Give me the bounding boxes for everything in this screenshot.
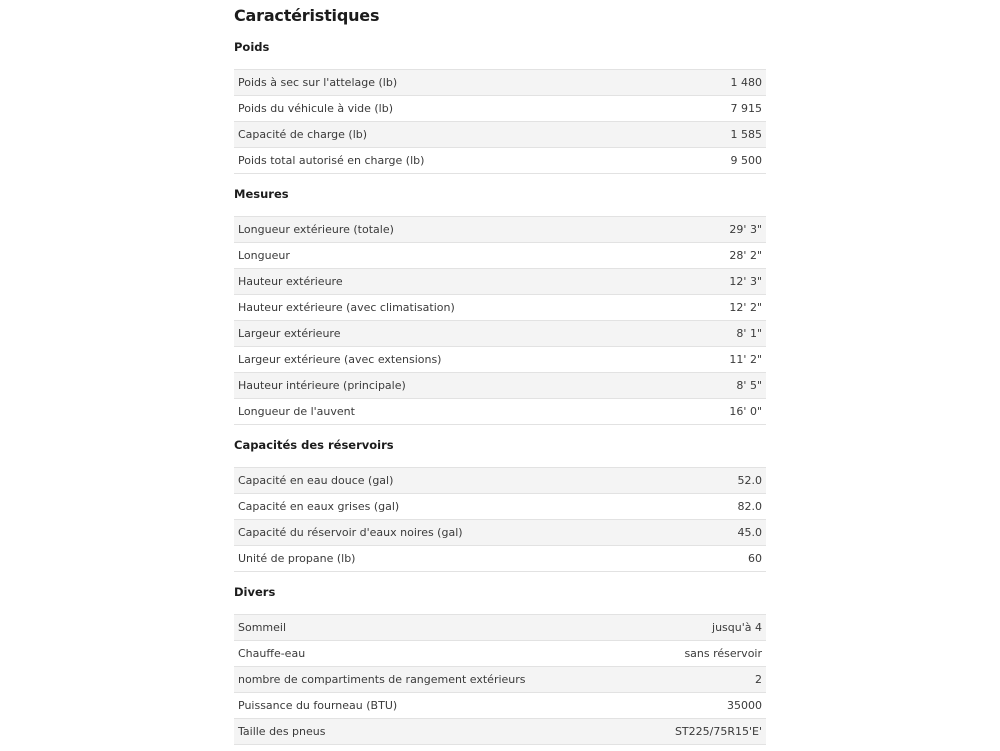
spec-label: Poids du véhicule à vide (lb) [234, 96, 578, 122]
table-row [234, 494, 766, 520]
spec-value: 8' 1" [578, 321, 766, 347]
specifications-panel [234, 0, 766, 751]
spec-label: Unité de propane (lb) [234, 546, 578, 572]
spec-label: Capacité en eau douce (gal) [234, 468, 578, 494]
spec-label: Longueur extérieure (totale) [234, 217, 578, 243]
spec-value: jusqu'à 4 [578, 615, 766, 641]
section-title-miscellaneous: Divers [234, 585, 276, 599]
spec-label: Longueur [234, 243, 578, 269]
table-row [234, 641, 766, 667]
spec-value: 2 [578, 667, 766, 693]
spec-label: Hauteur extérieure (avec climatisation) [234, 295, 578, 321]
spec-value: 9 500 [578, 148, 766, 174]
spec-value: 1 585 [578, 122, 766, 148]
spec-label: Taille des pneus [234, 719, 578, 745]
table-row [234, 122, 766, 148]
spec-value: 1 480 [578, 70, 766, 96]
spec-value: 12' 3" [578, 269, 766, 295]
spec-label: Capacité du réservoir d'eaux noires (gal) [234, 520, 578, 546]
section-title-tank-capacities: Capacités des réservoirs [234, 438, 394, 452]
spec-value: 45.0 [578, 520, 766, 546]
table-row [234, 321, 766, 347]
section-title-measurements: Mesures [234, 187, 289, 201]
table-row [234, 269, 766, 295]
table-row [234, 96, 766, 122]
table-row [234, 217, 766, 243]
spec-value: 12' 2" [578, 295, 766, 321]
spec-value: sans réservoir [578, 641, 766, 667]
spec-label: Hauteur extérieure [234, 269, 578, 295]
weights-table [234, 69, 766, 174]
spec-value: 8' 5" [578, 373, 766, 399]
spec-label: Largeur extérieure [234, 321, 578, 347]
tank-capacities-table [234, 467, 766, 572]
spec-value: 7 915 [578, 96, 766, 122]
table-row [234, 693, 766, 719]
table-row [234, 520, 766, 546]
miscellaneous-table [234, 614, 766, 745]
table-row [234, 546, 766, 572]
spec-label: Longueur de l'auvent [234, 399, 578, 425]
spec-value: 28' 2" [578, 243, 766, 269]
table-row [234, 719, 766, 745]
spec-value: ST225/75R15'E' [578, 719, 766, 745]
spec-label: Hauteur intérieure (principale) [234, 373, 578, 399]
spec-value: 82.0 [578, 494, 766, 520]
table-row [234, 148, 766, 174]
spec-label: Largeur extérieure (avec extensions) [234, 347, 578, 373]
table-row [234, 399, 766, 425]
table-row [234, 615, 766, 641]
spec-value: 16' 0" [578, 399, 766, 425]
spec-value: 29' 3" [578, 217, 766, 243]
spec-label: Capacité en eaux grises (gal) [234, 494, 578, 520]
table-row [234, 347, 766, 373]
table-row [234, 667, 766, 693]
measurements-table [234, 216, 766, 425]
table-row [234, 468, 766, 494]
spec-value: 60 [578, 546, 766, 572]
spec-label: nombre de compartiments de rangement extérieurs [234, 667, 578, 693]
spec-label: Capacité de charge (lb) [234, 122, 578, 148]
table-row [234, 70, 766, 96]
spec-label: Puissance du fourneau (BTU) [234, 693, 578, 719]
table-row [234, 243, 766, 269]
spec-label: Sommeil [234, 615, 578, 641]
spec-value: 11' 2" [578, 347, 766, 373]
section-title-weights: Poids [234, 40, 270, 54]
table-row [234, 295, 766, 321]
table-row [234, 373, 766, 399]
spec-label: Poids à sec sur l'attelage (lb) [234, 70, 578, 96]
spec-label: Poids total autorisé en charge (lb) [234, 148, 578, 174]
page-title: Caractéristiques [234, 6, 380, 25]
spec-value: 35000 [578, 693, 766, 719]
spec-label: Chauffe-eau [234, 641, 578, 667]
spec-value: 52.0 [578, 468, 766, 494]
